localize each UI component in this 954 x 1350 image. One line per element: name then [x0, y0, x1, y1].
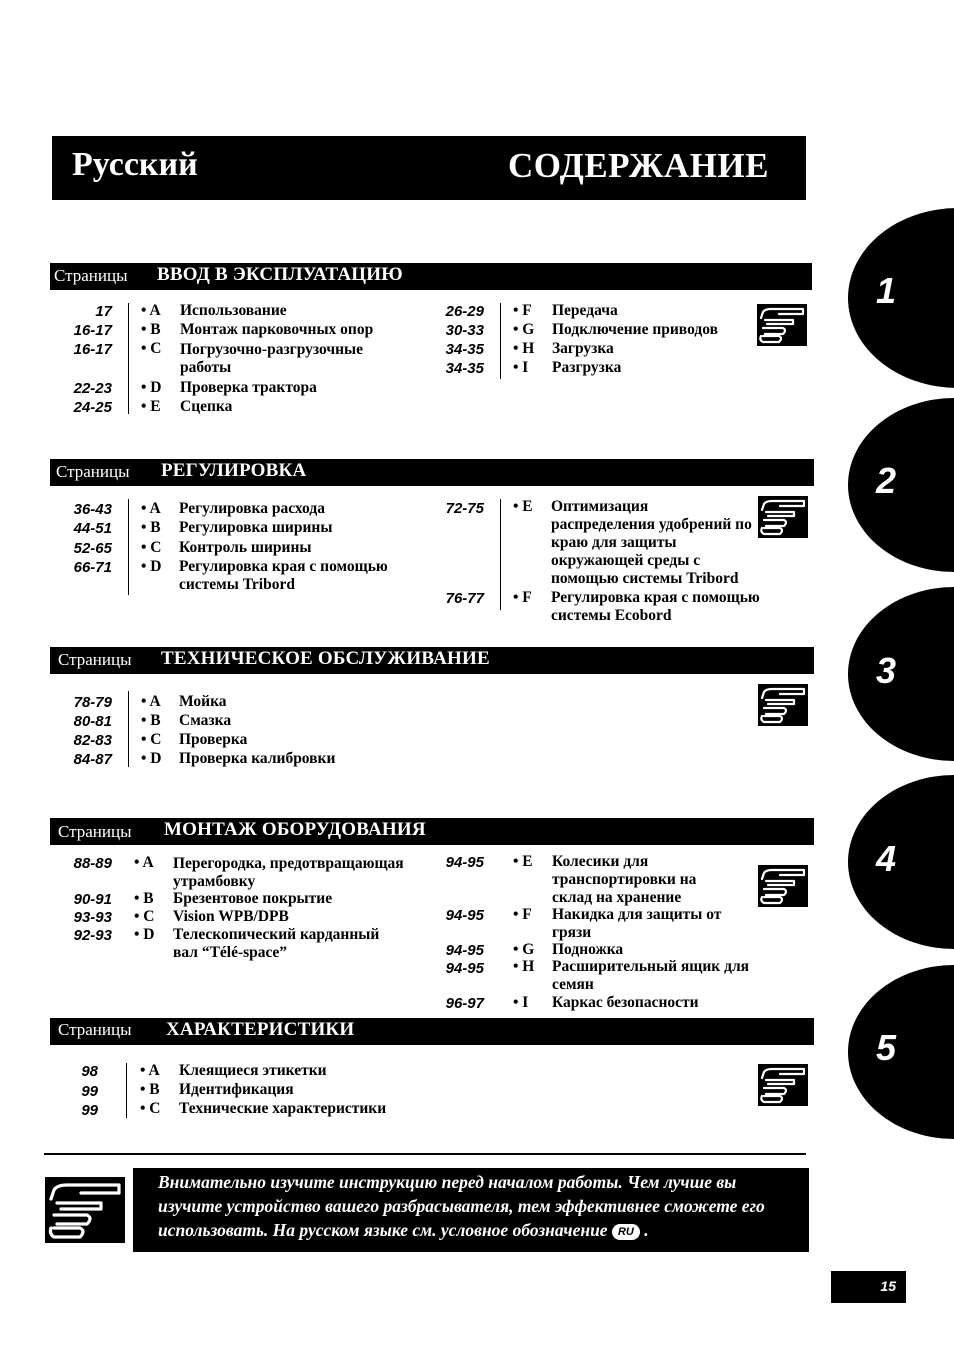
item-letter: • H	[513, 958, 535, 975]
item-letter: • A	[140, 1062, 160, 1079]
toc-item[interactable]: Регулировка края с помощью системы Tribord	[179, 558, 388, 593]
page-ref[interactable]: 22-23	[73, 380, 112, 397]
page-ref[interactable]: 94-95	[445, 960, 484, 977]
item-letter: • A	[141, 693, 161, 710]
item-letter: • C	[141, 539, 162, 556]
item-letter: • C	[141, 340, 162, 357]
item-letter: • D	[141, 750, 162, 767]
item-letter: • A	[141, 500, 161, 517]
toc-item[interactable]: Регулировка расхода	[179, 500, 325, 517]
section-bar-adjustment	[50, 459, 814, 486]
chapter-tab-1[interactable]	[848, 208, 954, 388]
page-ref[interactable]: 99	[81, 1102, 98, 1119]
section-bar-equipment	[50, 818, 814, 845]
notice-end: .	[644, 1220, 649, 1240]
toc-item[interactable]: Регулировка ширины	[179, 519, 333, 536]
chapter-tab-number[interactable]: 4	[876, 838, 897, 879]
toc-item[interactable]: Погрузочно-разгрузочные работы	[180, 341, 364, 376]
page-ref[interactable]: 82-83	[73, 732, 112, 749]
page-ref[interactable]: 24-25	[73, 399, 112, 416]
toc-item[interactable]: Использование	[180, 302, 287, 319]
item-letter: • C	[141, 731, 162, 748]
chapter-tab-number[interactable]: 1	[876, 270, 897, 311]
toc-item[interactable]: Подножка	[552, 941, 624, 958]
page-ref[interactable]: 92-93	[73, 927, 112, 944]
pages-label: Страницы	[58, 822, 132, 841]
toc-item[interactable]: Перегородка, предотвращающая утрамбовку	[173, 855, 404, 890]
ru-language-badge: RU	[612, 1224, 640, 1240]
item-letter: • I	[513, 359, 529, 376]
toc-item[interactable]: Vision WPB/DPB	[173, 908, 289, 925]
pointing-hand-icon	[758, 865, 808, 907]
item-letter: • B	[141, 712, 161, 729]
divider	[128, 303, 129, 414]
toc-item[interactable]: Брезентовое покрытие	[173, 890, 333, 907]
item-letter: • A	[141, 302, 161, 319]
page-ref[interactable]: 78-79	[73, 694, 112, 711]
toc-item[interactable]: Колесики для транспортировки на склад на хранение	[552, 853, 697, 906]
item-letter: • B	[141, 519, 161, 536]
toc-item[interactable]: Телескопический карданный вал “Télé-space”	[173, 926, 380, 961]
pages-label: Страницы	[58, 650, 132, 669]
page-ref[interactable]: 34-35	[445, 360, 484, 377]
item-letter: • H	[513, 340, 535, 357]
pointing-hand-icon	[758, 1064, 808, 1106]
section-title: МОНТАЖ ОБОРУДОВАНИЯ	[164, 819, 426, 840]
divider	[128, 691, 129, 767]
toc-item[interactable]: Регулировка края с помощью системы Ecobord	[551, 589, 760, 624]
pointing-hand-icon	[757, 304, 807, 346]
page-number: 15	[880, 1278, 896, 1294]
toc-item[interactable]: Передача	[552, 302, 618, 319]
page-ref[interactable]: 76-77	[445, 590, 484, 607]
page-ref[interactable]: 30-33	[445, 322, 484, 339]
page-ref[interactable]: 52-65	[73, 540, 112, 557]
item-letter: • E	[141, 398, 161, 415]
page-ref[interactable]: 94-95	[445, 942, 484, 959]
item-letter: • E	[513, 498, 533, 515]
toc-item[interactable]: Накидка для защиты от грязи	[552, 906, 722, 941]
toc-item[interactable]: Оптимизация распределения удобрений по краю для защиты окружающей среды с помощью системы Tribord	[551, 498, 752, 587]
item-letter: • B	[140, 1081, 160, 1098]
toc-item[interactable]: Каркас безопасности	[552, 994, 699, 1011]
page-ref[interactable]: 34-35	[445, 341, 484, 358]
page-title: СОДЕРЖАНИЕ	[508, 146, 770, 185]
divider	[500, 303, 501, 379]
item-letter: • D	[134, 926, 155, 943]
page-ref[interactable]: 84-87	[73, 751, 112, 768]
chapter-tab-4[interactable]	[848, 775, 954, 949]
item-letter: • B	[134, 890, 154, 907]
divider	[500, 499, 501, 610]
page-ref[interactable]: 98	[81, 1063, 98, 1080]
page-ref[interactable]: 94-95	[445, 907, 484, 924]
page-ref[interactable]: 72-75	[445, 500, 484, 517]
toc-item[interactable]: Разгрузка	[552, 359, 622, 376]
section-title: ТЕХНИЧЕСКОЕ ОБСЛУЖИВАНИЕ	[161, 648, 490, 669]
section-bar-maintenance	[50, 647, 814, 674]
toc-item[interactable]: Мойка	[179, 693, 227, 710]
chapter-tab-3[interactable]	[848, 587, 954, 761]
item-letter: • F	[513, 589, 532, 606]
toc-item[interactable]: Загрузка	[552, 340, 614, 357]
chapter-tab-number[interactable]: 3	[876, 650, 897, 691]
page-ref[interactable]: 88-89	[73, 855, 112, 872]
divider	[126, 1063, 127, 1118]
item-letter: • F	[513, 906, 532, 923]
page-ref[interactable]: 16-17	[73, 322, 112, 339]
pointing-hand-icon	[758, 496, 808, 538]
pointing-hand-icon	[45, 1177, 125, 1243]
toc-item[interactable]: Смазка	[179, 712, 232, 729]
notice-text	[158, 1170, 798, 1242]
page-ref[interactable]: 36-43	[73, 501, 112, 518]
toc-item[interactable]: Сцепка	[180, 398, 233, 415]
item-letter: • G	[513, 321, 535, 338]
section-title: ХАРАКТЕРИСТИКИ	[166, 1019, 355, 1040]
pages-label: Страницы	[58, 1020, 132, 1039]
section-title: ВВОД В ЭКСПЛУАТАЦИЮ	[157, 264, 403, 285]
notice-box	[133, 1168, 809, 1252]
item-letter: • C	[140, 1100, 161, 1117]
chapter-tab-number[interactable]: 5	[876, 1027, 897, 1068]
chapter-tab-2[interactable]	[848, 398, 954, 572]
page-ref[interactable]: 93-93	[73, 909, 112, 926]
page-ref[interactable]: 17	[95, 303, 112, 320]
chapter-tab-5[interactable]	[848, 965, 954, 1139]
toc-item[interactable]: Расширительный ящик для семян	[552, 958, 750, 993]
chapter-tab-number[interactable]: 2	[876, 460, 897, 501]
item-letter: • F	[513, 302, 532, 319]
toc-item[interactable]: Клеящиеся этикетки	[179, 1062, 327, 1079]
section-title: РЕГУЛИРОВКА	[161, 460, 307, 481]
toc-item[interactable]: Проверка трактора	[180, 379, 317, 396]
item-letter: • B	[141, 321, 161, 338]
page-ref[interactable]: 66-71	[73, 559, 112, 576]
toc-item[interactable]: Технические характеристики	[179, 1100, 387, 1117]
page-ref[interactable]: 90-91	[73, 891, 112, 908]
pointing-hand-icon	[758, 684, 808, 726]
toc-item[interactable]: Подключение приводов	[552, 321, 718, 338]
item-letter: • I	[513, 994, 529, 1011]
toc-item[interactable]: Идентификация	[179, 1081, 294, 1098]
toc-item[interactable]: Контроль ширины	[179, 539, 312, 556]
header-banner	[52, 136, 806, 200]
page-ref[interactable]: 16-17	[73, 341, 112, 358]
footer-rule	[44, 1153, 806, 1155]
toc-item[interactable]: Монтаж парковочных опор	[180, 321, 374, 338]
page-ref[interactable]: 44-51	[73, 520, 112, 537]
notice-body: Внимательно изучите инструкцию перед началом работы. Чем лучше вы изучите устройство вашего разбрасывателя, тем эффективнее сможете его использовать. На русском языке см. условное обозначение	[158, 1172, 765, 1240]
item-letter: • D	[141, 379, 162, 396]
divider	[128, 499, 129, 595]
toc-item[interactable]: Проверка	[179, 731, 248, 748]
item-letter: • C	[134, 908, 155, 925]
item-letter: • G	[513, 941, 535, 958]
page-ref[interactable]: 94-95	[445, 854, 484, 871]
item-letter: • D	[141, 558, 162, 575]
page-ref[interactable]: 26-29	[445, 303, 484, 320]
section-bar-commissioning	[50, 263, 812, 290]
section-bar-specifications	[50, 1018, 814, 1045]
toc-item[interactable]: Проверка калибровки	[179, 750, 336, 767]
language-label: Русский	[72, 146, 198, 183]
pages-label: Страницы	[54, 266, 128, 285]
page-ref[interactable]: 96-97	[445, 995, 484, 1012]
page-ref[interactable]: 99	[81, 1083, 98, 1100]
page-number-box	[831, 1271, 906, 1303]
item-letter: • E	[513, 853, 533, 870]
item-letter: • A	[134, 854, 154, 871]
pages-label: Страницы	[56, 462, 130, 481]
page-ref[interactable]: 80-81	[73, 713, 112, 730]
